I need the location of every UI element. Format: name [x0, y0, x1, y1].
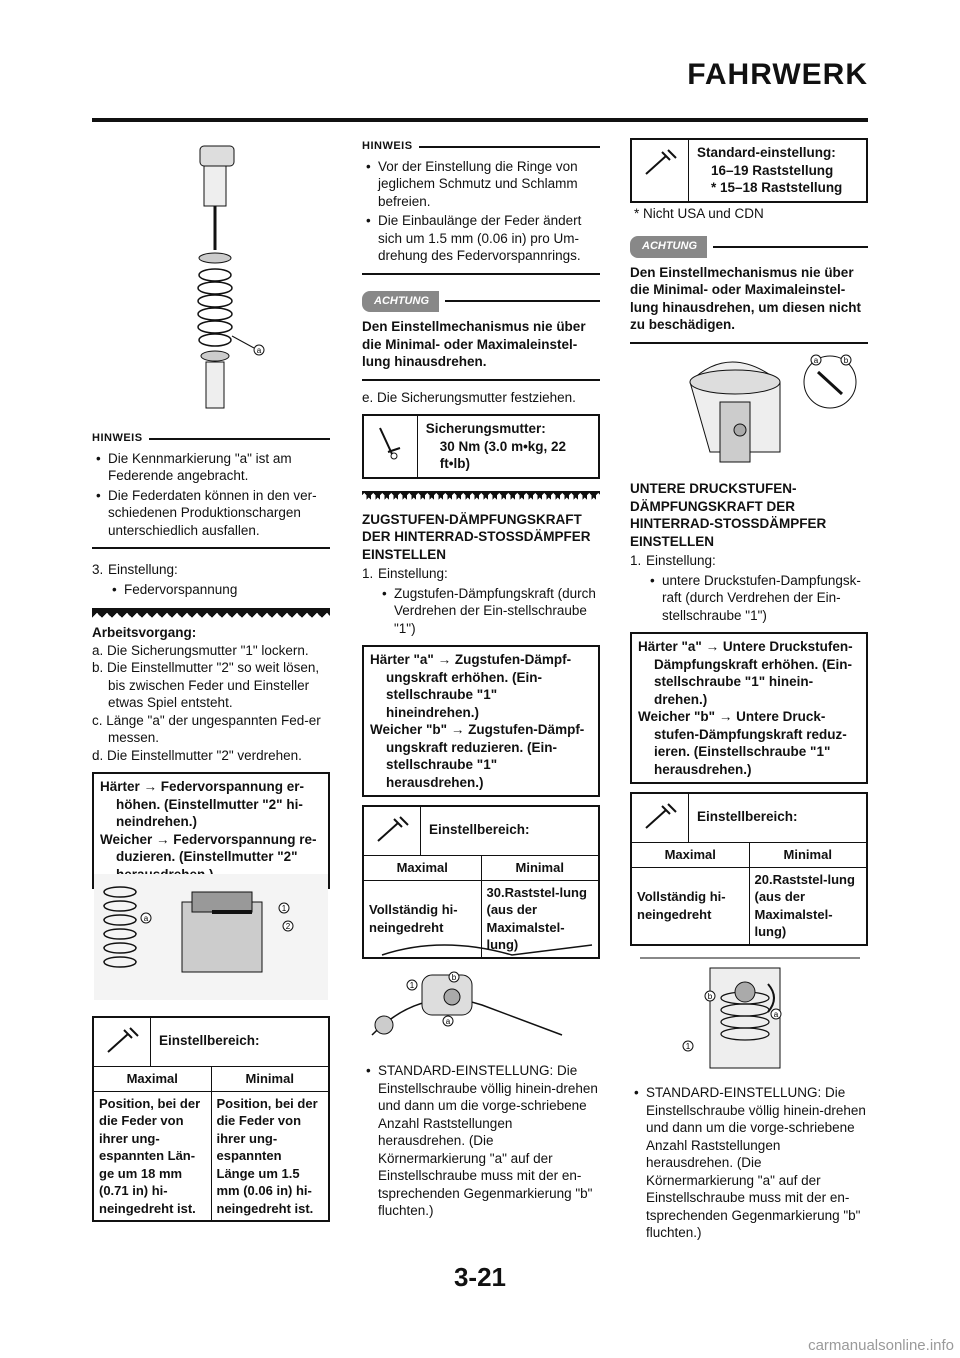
table-header-max: Maximal — [632, 843, 749, 868]
label-b: b — [707, 992, 713, 1001]
harder-text: Härter "a" → Untere Druckstufen-Dämpfungskraft erhöhen. (Ein-stellschraube "1" hinein-drehen.) — [638, 639, 853, 707]
label-b: b — [843, 356, 849, 365]
column-3 — [630, 138, 868, 344]
wrench-icon — [364, 807, 421, 855]
step-d: d. Die Einstellmutter "2" verdrehen. — [92, 747, 302, 763]
range-label: Einstellbereich: — [159, 1033, 260, 1048]
watermark: carmanualsonline.info — [808, 1337, 954, 1354]
label-b: b — [451, 973, 457, 982]
column-2 — [362, 138, 600, 959]
page-title: FAHRWERK — [687, 58, 868, 91]
softer-text: Weicher "b" → Untere Druck-stufen-Dämpfungskraft reduz-ieren. (Einstellschraube "1" herausdrehen.) — [638, 709, 847, 777]
compression-adjuster-figure — [680, 342, 860, 472]
table-header-min: Minimal — [481, 856, 598, 881]
column-2-standard — [362, 1060, 600, 1220]
table-cell-min: Position, bei der die Feder von ihrer ung-espannten Länge um 1.5 mm (0.06 in) hi-neingedreht ist. — [211, 1091, 328, 1220]
softer-text: Weicher "b" → Zugstufen-Dämpf-ungskraft reduzieren. (Ein-stellschraube "1" herausdrehen.) — [370, 722, 585, 790]
label-1: 1 — [281, 904, 287, 913]
label-a: a — [143, 914, 149, 923]
step-e: e. Die Sicherungsmutter festziehen. — [362, 389, 576, 405]
spring-preload-figure — [92, 872, 330, 1002]
label-2: 2 — [285, 922, 291, 931]
lower-compression-figure — [630, 948, 868, 1078]
range-label: Einstellbereich: — [429, 822, 530, 837]
std-label: Standard-einstellung: — [697, 145, 836, 160]
standard-setting-box — [630, 138, 868, 203]
torque-label: Sicherungsmutter: — [425, 421, 546, 436]
table-cell-max: Position, bei der die Feder von ihrer ung-espannten Län-ge um 18 mm (0.71 in) hi-neingedreht ist. — [94, 1091, 211, 1220]
column-3-section — [630, 480, 868, 946]
torque-value: 30 Nm (3.0 m•kg, 22 ft•lb) — [439, 438, 567, 471]
std-value-2: * 15–18 Raststellung — [711, 180, 843, 195]
step-1-sub: • untere Druckstufen-Dampfungsk-raft (durch Verdrehen der Ein-stellschraube "1") — [646, 572, 868, 625]
note-bullet: • Die Einbaulänge der Feder ändert sich um 1.5 mm (0.06 in) pro Um-drehung des Federvorspannrings. — [362, 212, 600, 265]
section-title: ZUGSTUFEN-DÄMPFUNGSKRAFT DER HINTERRAD-STOSSDÄMPFER EINSTELLEN — [362, 511, 591, 562]
rebound-adjuster-figure — [362, 925, 600, 1055]
wrench-icon — [94, 1018, 151, 1066]
caution-heading: ACHTUNG — [630, 236, 868, 258]
table-cell-min: 30.Raststel-lung (aus der Maximalstel-lung) — [481, 880, 598, 957]
step-3-sub: • Federvorspannung — [108, 581, 330, 599]
label-a: a — [813, 356, 819, 365]
table-cell-max: Vollständig hi-neingedreht — [632, 867, 749, 944]
step-3: 3. Einstellung: — [92, 562, 178, 577]
column-3-standard — [630, 1082, 868, 1242]
table-header-min: Minimal — [749, 843, 866, 868]
label-a: a — [773, 1010, 779, 1019]
range-table-box — [92, 1016, 330, 1222]
step-b: b. Die Einstellmutter "2" so weit lösen, bis zwischen Feder und Einsteller etwas Spiel entsteht. — [92, 660, 320, 710]
page-number: 3-21 — [453, 1262, 507, 1292]
standard-setting-text: • STANDARD-EINSTELLUNG: Die Einstellschraube völlig hinein-drehen und dann um die vorge-schriebene Anzahl Raststellungen herausdrehen. (Die Körnermarkierung "a" auf der Einstellschraube muss mit der en-tsprechenden Gegenmarkierung "b" fluchten.) — [630, 1084, 868, 1242]
range-label: Einstellbereich: — [697, 809, 798, 824]
range-table-box — [630, 792, 868, 946]
note-end-rule — [362, 273, 600, 275]
shock-absorber-figure — [180, 140, 280, 420]
note-bullet: • Vor der Einstellung die Ringe von jeglichem Schmutz und Schlamm befreien. — [362, 158, 600, 211]
step-1: 1. Einstellung: — [362, 566, 448, 581]
column-1-table — [92, 1008, 330, 1222]
caution-heading: ACHTUNG — [362, 291, 600, 313]
wrench-icon — [632, 140, 689, 201]
label-a: a — [445, 1017, 451, 1026]
table-header-max: Maximal — [94, 1067, 211, 1092]
step-a: a. Die Sicherungsmutter "1" lockern. — [92, 642, 309, 658]
harder-text: Härter "a" → Zugstufen-Dämpf-ungskraft erhöhen. (Ein-stellschraube "1" hineindrehen.) — [370, 652, 572, 720]
note-bullet: • Die Kennmarkierung "a" ist am Federende angebracht. — [92, 450, 330, 485]
procedure-title: Arbeitsvorgang: — [92, 625, 197, 640]
caution-text: Den Einstellmechanismus nie über die Minimal- oder Maximaleinstel-lung hinausdrehen, um diesen nicht zu beschädigen. — [630, 264, 862, 332]
caution-end-rule — [362, 379, 600, 381]
note-end-rule — [92, 547, 330, 549]
wrench-icon — [632, 794, 689, 842]
section-title: UNTERE DRUCKSTUFEN-DÄMPFUNGSKRAFT DER HINTERRAD-STOSSDÄMPFER EINSTELLEN — [630, 481, 827, 549]
label-1: 1 — [685, 1042, 691, 1051]
footnote: * Nicht USA und CDN — [634, 205, 764, 221]
step-c: c. Länge "a" der ungespannten Fed-er messen. — [92, 712, 321, 745]
note-bullet: • Die Federdaten können in den ver-schiedenen Produktionschargen unterschiedlich ausfallen. — [92, 487, 330, 540]
label-1: 1 — [409, 981, 415, 990]
harder-text: Härter → Federvorspannung er-höhen. (Einstellmutter "2" hi-neindrehen.) — [100, 779, 305, 829]
torque-wrench-icon — [364, 416, 418, 477]
step-1-sub: • Zugstufen-Dämpfungskraft (durch Verdrehen der Ein-stellschraube "1") — [378, 585, 600, 638]
table-cell-min: 20.Raststel-lung (aus der Maximalstel-lung) — [749, 867, 866, 944]
adjust-direction-box — [362, 645, 600, 797]
label-a: a — [256, 346, 262, 355]
std-value-1: 16–19 Raststellung — [711, 162, 834, 178]
table-cell-max: Vollständig hi-neingedreht — [364, 880, 481, 957]
table-header-min: Minimal — [211, 1067, 328, 1092]
column-1 — [92, 430, 330, 889]
step-1: 1. Einstellung: — [630, 553, 716, 568]
note-heading: HINWEIS — [92, 430, 330, 448]
softer-text: Weicher → Federvorspannung re-duzieren. (Einstellmutter "2" — [100, 831, 317, 864]
header-rule — [92, 118, 868, 122]
caution-text: Den Einstellmechanismus nie über die Minimal- oder Maximaleinstel-lung hinausdrehen. — [362, 319, 586, 369]
standard-setting-text: • STANDARD-EINSTELLUNG: Die Einstellschraube völlig hinein-drehen und dann um die vorge-schriebene Anzahl Raststellungen herausdrehen. (Die Körnermarkierung "a" auf der Einstellschraube muss mit der en-tsprechenden Gegenmarkierung "b" fluchten.) — [362, 1062, 600, 1220]
adjust-direction-box — [630, 632, 868, 784]
note-heading: HINWEIS — [362, 138, 600, 156]
procedure-start-marker — [92, 608, 330, 620]
procedure-end-marker — [362, 489, 600, 501]
table-header-max: Maximal — [364, 856, 481, 881]
torque-box — [362, 414, 600, 479]
